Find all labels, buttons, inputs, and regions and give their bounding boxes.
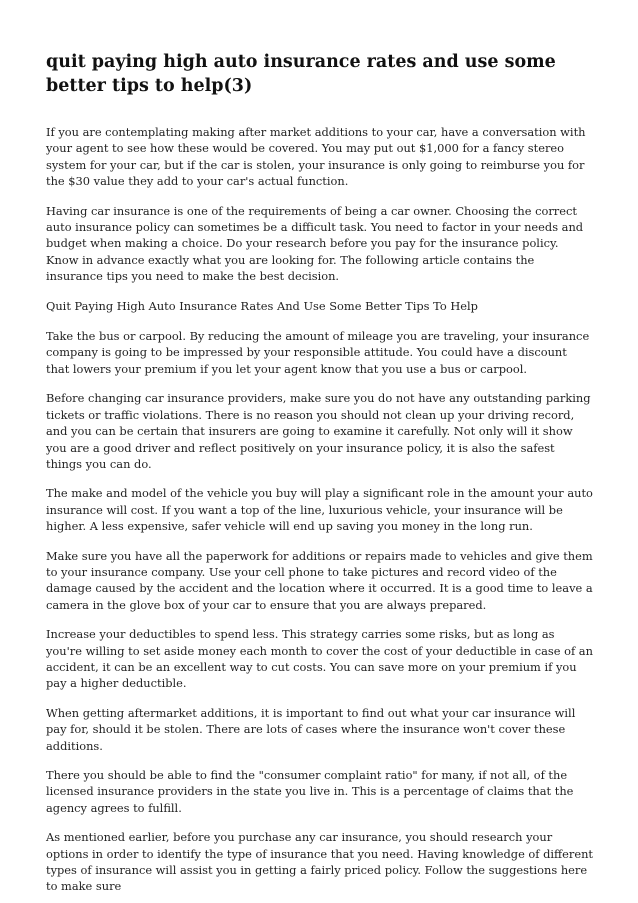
paragraph-subtitle: Quit Paying High Auto Insurance Rates And Use Some Better Tips To Help — [46, 298, 478, 313]
paragraph-paperwork: Make sure you have all the paperwork for additions or repairs made to vehicles and give them to your insurance company. Use your cell phone to take pictures and record video of the damage caused by the accident and the location where it occurred. It is a good time to leave a camera in the glove box of your car to ensure that you are always prepared. — [46, 548, 593, 612]
paragraph-conclusion: As mentioned earlier, before you purchase any car insurance, you should research your options in order to identify the type of insurance that you need. Having knowledge of different types of insurance will assist you in getting a fairly priced policy. Follow the suggestions here to make sure — [46, 830, 593, 894]
paragraph-requirements: Having car insurance is one of the requirements of being a car owner. Choosing the correct auto insurance policy can sometimes be a difficult task. You need to factor in your needs and budget when making a choice. Do your research before you pay for the insurance policy. Know in advance exactly what you are looking for. The following article contains the insurance tips you need to make the best decision. — [46, 203, 584, 284]
paragraph-deductibles: Increase your deductibles to spend less. This strategy carries some risks, but as long as you're willing to set aside money each month to cover the cost of your deductible in case of an accident, it can be an excellent way to cut costs. You can save more on your premium if you pay a higher deductible. — [46, 627, 593, 691]
paragraph-make-model: The make and model of the vehicle you buy will play a significant role in the amount your auto insurance will cost. If you want a top of the line, luxurious vehicle, your insurance will be higher. A less expensive, safer vehicle will end up saving you money in the long run. — [46, 486, 593, 534]
paragraph-changing-providers: Before changing car insurance providers, make sure you do not have any outstanding parking tickets or traffic violations. There is no reason you should not clean up your driving record, and you can be certain that insurers are going to examine it carefully. Not only will it show you are a good driver and reflect positively on your insurance policy, it is also the safest things you can do. — [46, 391, 591, 471]
document-title: quit paying high auto insurance rates and use some better tips to help(3) — [46, 52, 556, 96]
paragraph-aftermarket-stolen: When getting aftermarket additions, it is important to find out what your car insurance will pay for, should it be stolen. There are lots of cases where the insurance won't cover these additions. — [46, 705, 576, 753]
paragraph-complaint-ratio: There you should be able to find the "consumer complaint ratio" for many, if not all, of the licensed insurance providers in the state you live in. This is a percentage of claims that the agency agrees to fulfill. — [46, 768, 574, 815]
paragraph-carpool: Take the bus or carpool. By reducing the amount of mileage you are traveling, your insurance company is going to be impressed by your responsible attitude. You could have a discount that lowers your premium if you let your agent know that you use a bus or carpool. — [46, 329, 590, 376]
paragraph-aftermarket-additions: If you are contemplating making after market additions to your car, have a conversation with your agent to see how these would be covered. You may put out $1,000 for a fancy stereo system for your car, but if the car is stolen, your insurance is only going to reimburse you for the $30 value they add to your car's actual function. — [46, 125, 586, 189]
